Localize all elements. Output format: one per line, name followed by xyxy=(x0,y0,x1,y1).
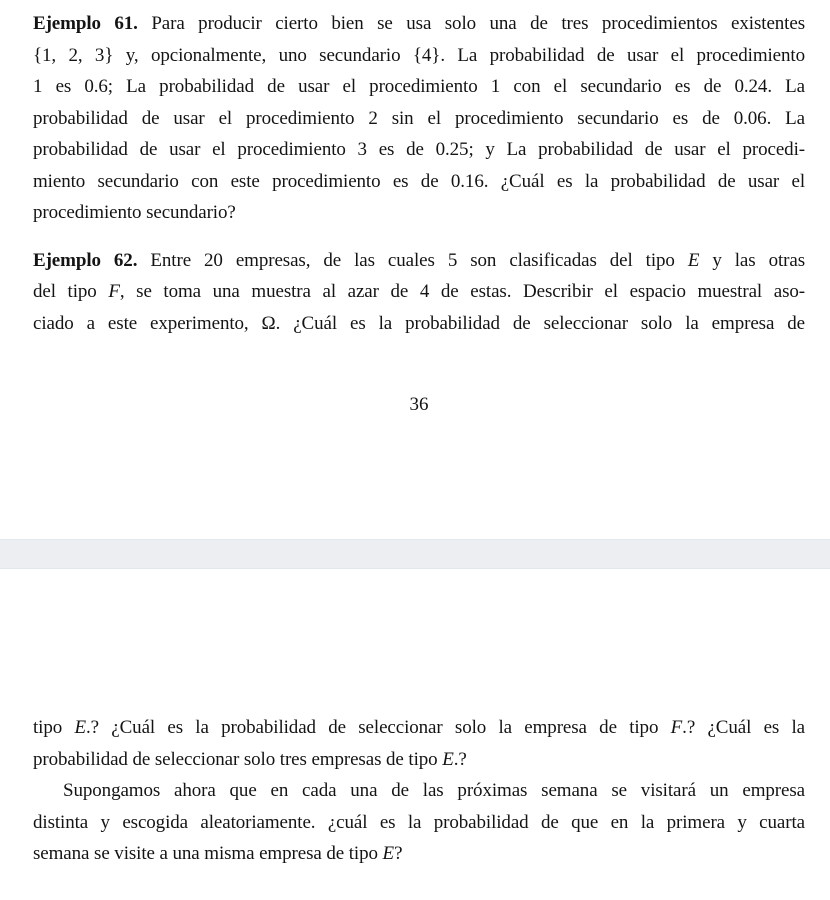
text-run: ciado a este experimento, Ω. ¿Cuál es la probabilidad de seleccionar solo la empresa de xyxy=(33,312,805,334)
math-variable: F xyxy=(670,717,683,738)
text-column xyxy=(33,569,805,870)
text-line xyxy=(33,775,805,807)
text-run: procedimiento secundario? xyxy=(33,202,236,223)
text-line xyxy=(33,276,805,308)
text-line xyxy=(33,807,805,839)
text-run: probabilidad de seleccionar solo tres empresas de tipo xyxy=(33,748,443,770)
text-run: Para producir cierto bien se usa solo una de tres procedimientos existentes xyxy=(137,13,805,34)
text-run: .? xyxy=(453,748,467,770)
paragraph-ejemplo-61 xyxy=(33,0,805,229)
text-line xyxy=(33,838,805,870)
text-line xyxy=(33,712,805,744)
text-run: del tipo xyxy=(33,281,109,302)
math-variable: E xyxy=(687,249,700,271)
text-run: tipo xyxy=(33,717,75,738)
text-run: semana se visite a una misma empresa de tipo xyxy=(33,843,383,864)
text-line xyxy=(33,8,805,40)
paragraph-supongamos xyxy=(33,775,805,870)
text-run: probabilidad de usar el procedimiento 2 sin el procedimiento secundario es de 0.06. La xyxy=(33,107,805,129)
text-run: , se toma una muestra al azar de 4 de estas. Describir el espacio muestral aso- xyxy=(119,281,805,302)
text-run: distinta y escogida aleatoriamente. ¿cuál es la probabilidad de que en la primera y cuarta xyxy=(33,811,805,833)
page-number: 36 xyxy=(409,394,429,415)
text-run: ? xyxy=(394,843,403,864)
text-line xyxy=(33,308,805,340)
math-variable: E xyxy=(74,717,86,738)
text-line xyxy=(33,134,805,166)
text-run: y las otras xyxy=(699,249,805,271)
text-line xyxy=(33,103,805,135)
text-run: Entre 20 empresas, de las cuales 5 son clasificadas del tipo xyxy=(137,249,688,271)
text-line xyxy=(33,71,805,103)
text-run: .? ¿Cuál es la xyxy=(682,717,805,738)
paragraph-ejemplo-62-continuacion xyxy=(33,712,805,775)
text-run: 1 es 0.6; La probabilidad de usar el procedimiento 1 con el secundario es de 0.24. La xyxy=(33,76,805,97)
text-run: {1, 2, 3} y, opcionalmente, uno secundario {4}. La probabilidad de usar el procedimiento xyxy=(33,44,805,66)
math-variable: E xyxy=(382,843,395,864)
page-gap xyxy=(0,539,830,569)
paragraph-heading: Ejemplo 62. xyxy=(33,249,138,271)
paragraph-ejemplo-62 xyxy=(33,245,805,340)
text-line xyxy=(33,744,805,776)
paragraph-heading: Ejemplo 61. xyxy=(33,13,138,34)
page-37-content xyxy=(0,569,830,900)
text-run: miento secundario con este procedimiento es de 0.16. ¿Cuál es la probabilidad de usar el xyxy=(33,170,805,192)
text-line xyxy=(33,197,805,229)
text-run: probabilidad de usar el procedimiento 3 es de 0.25; y La probabilidad de usar el procedi- xyxy=(33,139,805,160)
text-run: .? ¿Cuál es la probabilidad de seleccionar solo la empresa de tipo xyxy=(85,717,671,738)
text-line xyxy=(33,40,805,72)
text-column xyxy=(33,0,805,421)
math-variable: F xyxy=(108,281,120,302)
text-line xyxy=(33,245,805,277)
math-variable: E xyxy=(442,748,454,770)
text-run: Supongamos ahora que en cada una de las próximas semana se visitará un empresa xyxy=(63,780,805,801)
text-line xyxy=(33,166,805,198)
